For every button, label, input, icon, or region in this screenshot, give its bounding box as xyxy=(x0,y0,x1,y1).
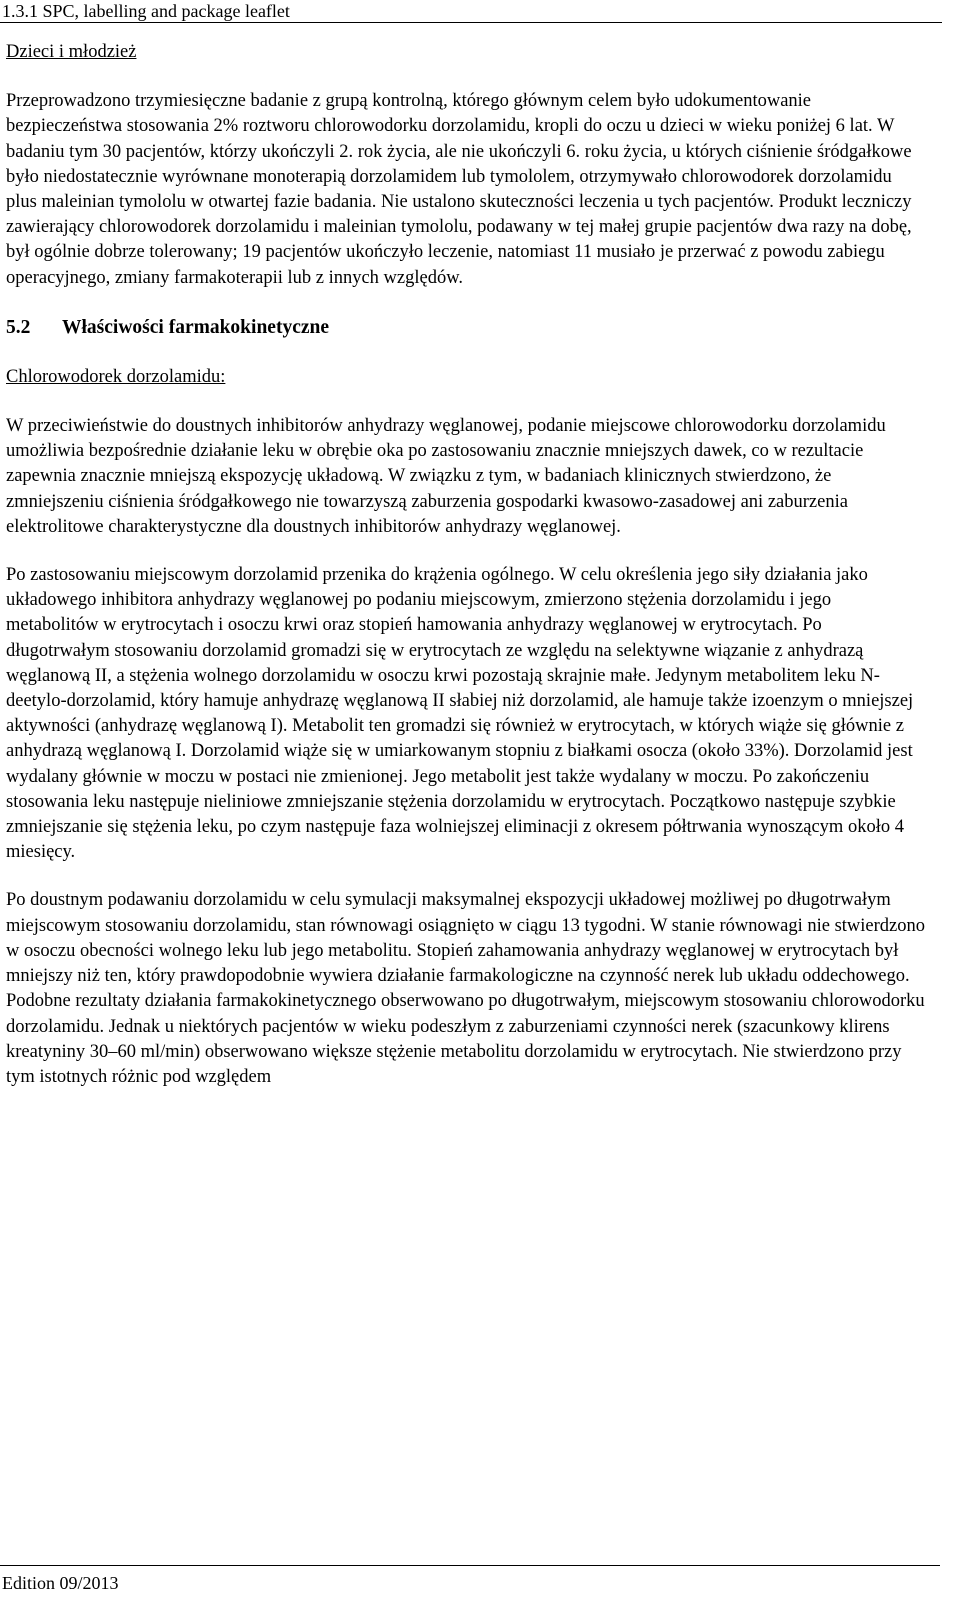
document-body xyxy=(6,40,926,1090)
paragraph-pk-3: Po doustnym podawaniu dorzolamidu w celu symulacji maksymalnej ekspozycji układowej możliwej po długotrwałym miejscowym stosowaniu dorzolamidu, stan równowagi osiągnięto w ciągu 13 tygodni. W stanie równowagi nie stwierdzono w osoczu obecności wolnego leku lub jego metabolitu. Stopień zahamowania anhydrazy węglanowej w erytrocytach był mniejszy niż ten, który prawdopodobnie wywiera działanie farmakologiczne na czynność nerek lub układu oddechowego. Podobne rezultaty działania farmakokinetycznego obserwowano po długotrwałym, miejscowym stosowaniu chlorowodorku dorzolamidu. Jednak u niektórych pacjentów w wieku podeszłym z zaburzeniami czynności nerek (szacunkowy klirens kreatyniny 30–60 ml/min) obserwowano większe stężenie metabolitu dorzolamidu w erytrocytach. Nie stwierdzono przy tym istotnych różnic pod względem xyxy=(6,890,926,1087)
paragraph-children: Przeprowadzono trzymiesięczne badanie z grupą kontrolną, którego głównym celem było udokumentowanie bezpieczeństwa stosowania 2% roztworu chlorowodorku dorzolamidu, kropli do oczu u dzieci w wieku poniżej 6 lat. W badaniu tym 30 pacjentów, którzy ukończyli 2. rok życia, ale nie ukończyli 6. roku życia, u których ciśnienie śródgałkowe było niedostatecznie wyrównane monoterapią dorzolamidem lub tymololem, otrzymywało chlorowodorek dorzolamidu plus maleinian tymololu w otwartej fazie badania. Nie ustalono skuteczności leczenia u tych pacjentów. Produkt leczniczy zawierający chlorowodorek dorzolamidu i maleinian tymololu, podawany w tej małej grupie pacjentów dwa razy na dobę, był ogólnie dobrze tolerowany; 19 pacjentów ukończyło leczenie, natomiast 11 musiało je przerwać z powodu zabiegu operacyjnego, zmiany farmakoterapii lub z innych względów. xyxy=(6,91,912,288)
paragraph-pk-2: Po zastosowaniu miejscowym dorzolamid przenika do krążenia ogólnego. W celu określenia jego siły działania jako układowego inhibitora anhydrazy węglanowej po podaniu miejscowym, zmierzono stężenia dorzolamidu i jego metabolitów w erytrocytach i osoczu krwi oraz stopień hamowania anhydrazy węglanowej w erytrocytach. Po długotrwałym stosowaniu dorzolamid gromadzi się w erytrocytach ze względu na selektywne wiązanie z anhydrazą węglanową II, a stężenia wolnego dorzolamidu w osoczu krwi pozostają skrajnie małe. Jedynym metabolitem leku N-deetylo-dorzolamid, który hamuje anhydrazę węglanową II słabiej niż dorzolamid, ale hamuje także izoenzym o mniejszej aktywności (anhydrazę węglanową I). Metabolit ten gromadzi się również w erytrocytach, w których wiąże się głównie z anhydrazą węglanową I. Dorzolamid wiąże się w umiarkowanym stopniu z białkami osocza (około 33%). Dorzolamid jest wydalany głównie w moczu w postaci nie zmienionej. Jego metabolit jest także wydalany w moczu. Po zakończeniu stosowania leku następuje nieliniowe zmniejszanie stężenia dorzolamidu w erytrocytach. Początkowo następuje szybkie zmniejszanie się stężenia leku, po czym następuje faza wolniejszej eliminacji z okresem półtrwania wynoszącym około 4 miesięcy. xyxy=(6,565,914,863)
page-footer: Edition 09/2013 xyxy=(0,1565,940,1605)
paragraph-pk-1: W przeciwieństwie do doustnych inhibitorów anhydrazy węglanowej, podanie miejscowe chlorowodorku dorzolamidu umożliwia bezpośrednie działanie leku w obrębie oka po zastosowaniu znacznie mniejszych dawek, co w rezultacie zapewnia znacznie mniejszą ekspozycję układową. W związku z tym, w badaniach klinicznych stwierdzono, że zmniejszeniu ciśnienia śródgałkowego nie towarzyszą zaburzenia gospodarki kwasowo-zasadowej ani zaburzenia elektrolitowe charakterystyczne dla doustnych inhibitorów anhydrazy węglanowej. xyxy=(6,416,886,537)
subheading-dorzolamide: Chlorowodorek dorzolamidu: xyxy=(6,366,226,387)
page-header: 1.3.1 SPC, labelling and package leaflet xyxy=(0,0,942,23)
section-heading-5-2 xyxy=(6,314,926,342)
section-title: Właściwości farmakokinetyczne xyxy=(62,316,330,338)
subheading-children: Dzieci i młodzież xyxy=(6,42,137,62)
section-number: 5.2 xyxy=(6,316,31,338)
